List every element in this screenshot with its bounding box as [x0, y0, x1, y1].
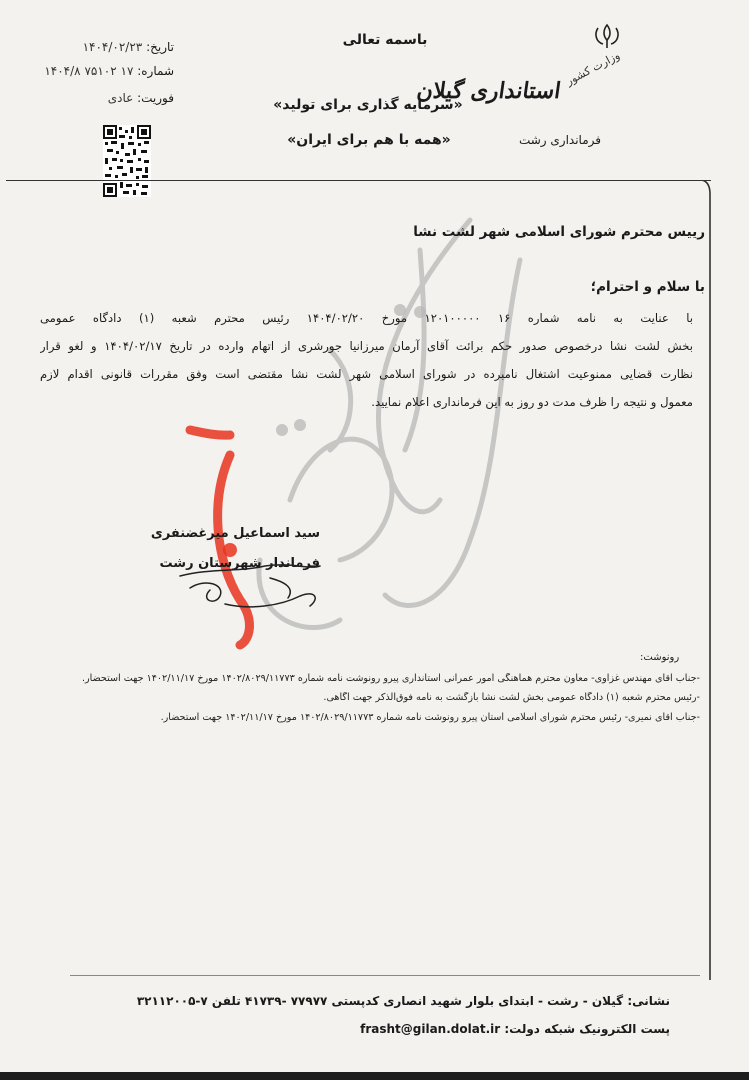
slogan-unity: «همه با هم برای ایران»: [287, 132, 451, 148]
iran-emblem-icon: [590, 22, 624, 52]
signer-name: سید اسماعیل میرغضنفری: [150, 526, 320, 541]
number-label: شماره:: [137, 64, 174, 78]
body-line: بخش لشت نشا درخصوص صدور حکم برائت آقای آرمان میرزانیا جورشری از اتهام وارده در تاریخ ۱۴۰۴/۰۲/۱۷ و لغو قرار: [40, 339, 693, 353]
copy-recipient: -رئیس محترم شعبه (۱) دادگاه عمومی بخش لشت نشا بازگشت به نامه فوق‌الذکر جهت آگاهی.: [323, 692, 700, 703]
letter-recipient: رییس محترم شورای اسلامی شهر لشت نشا: [413, 224, 705, 240]
date-value: ۱۴۰۴/۰۲/۲۳: [82, 40, 143, 54]
governorate-subtitle: فرمانداری رشت: [518, 133, 601, 147]
footer-divider: [70, 975, 700, 976]
slogan-investment: «سرمایه گذاری برای تولید»: [273, 97, 463, 113]
copy-recipient: -جناب آقای نمیری- رئیس محترم شورای اسلامی استان پیرو رونوشت نامه شماره ۱۴۰۲/۸۰۲۹/۱۱۷۷۳ مورخ ۱۴۰۲/۱۱/۱۷ جهت استحضار.: [160, 712, 700, 723]
ministry-name: وزارت کشور: [563, 48, 622, 88]
letter-number: [44, 64, 174, 78]
frame-top-line: [6, 180, 711, 181]
signer-title: فرماندار شهرستان رشت: [159, 556, 320, 571]
basmala-heading: باسمه تعالی: [342, 32, 428, 48]
copies-heading: رونوشت:: [640, 652, 680, 663]
body-line: معمول و نتیجه را ظرف مدت دو روز به این فرمانداری اعلام نمایید.: [371, 395, 693, 409]
letter-date: [83, 40, 174, 54]
date-label: تاریخ:: [146, 40, 174, 54]
email-address[interactable]: frasht@gilan.dolat.ir: [360, 1022, 501, 1036]
governorate-title: استانداری گیلان: [415, 78, 563, 104]
qr-code-icon: [103, 125, 151, 197]
footer-address: نشانی: گیلان - رشت - ابتدای بلوار شهید انصاری کدپستی ۷۷۹۷۷ -۴۱۷۳۹ تلفن ۷-۳۲۱۱۲۰۰۵: [136, 994, 670, 1008]
priority-value: عادی: [107, 91, 134, 105]
body-line: نظارت قضایی ممنوعیت اشتغال نامبرده در شورای اسلامی شهر لشت نشا مقتضی است وفق مقررات قانونی اقدام لازم: [40, 367, 693, 381]
body-line: با عنایت به نامه شماره ۱۶ ۱۲۰۱۰۰۰۰۰ مورخ ۱۴۰۴/۰۲/۲۰ رئیس محترم شعبه (۱) دادگاه عمومی: [40, 311, 693, 325]
frame-right-line: [702, 180, 712, 980]
copy-recipient: -جناب آقای مهندس غزاوی- معاون محترم هماهنگی امور عمرانی استانداری پیرو رونوشت نامه شماره ۱۴۰۲/۸۰۲۹/۱۱۷۷۳ مورخ ۱۴۰۲/۱۱/۱۷ جهت استحضار.: [81, 673, 700, 684]
email-label: پست الکترونیک شبکه دولت:: [504, 1022, 670, 1036]
bottom-edge-bar: [0, 1072, 749, 1080]
handwritten-signature: [170, 548, 370, 618]
number-value: ۱۷ ۷۵۱۰۲ ۱۴۰۴/۸: [44, 64, 134, 78]
footer-email-row: [100, 1022, 670, 1036]
letter-greeting: با سلام و احترام؛: [590, 279, 705, 295]
priority-label: فوریت:: [137, 91, 174, 105]
letter-priority: [108, 91, 174, 105]
